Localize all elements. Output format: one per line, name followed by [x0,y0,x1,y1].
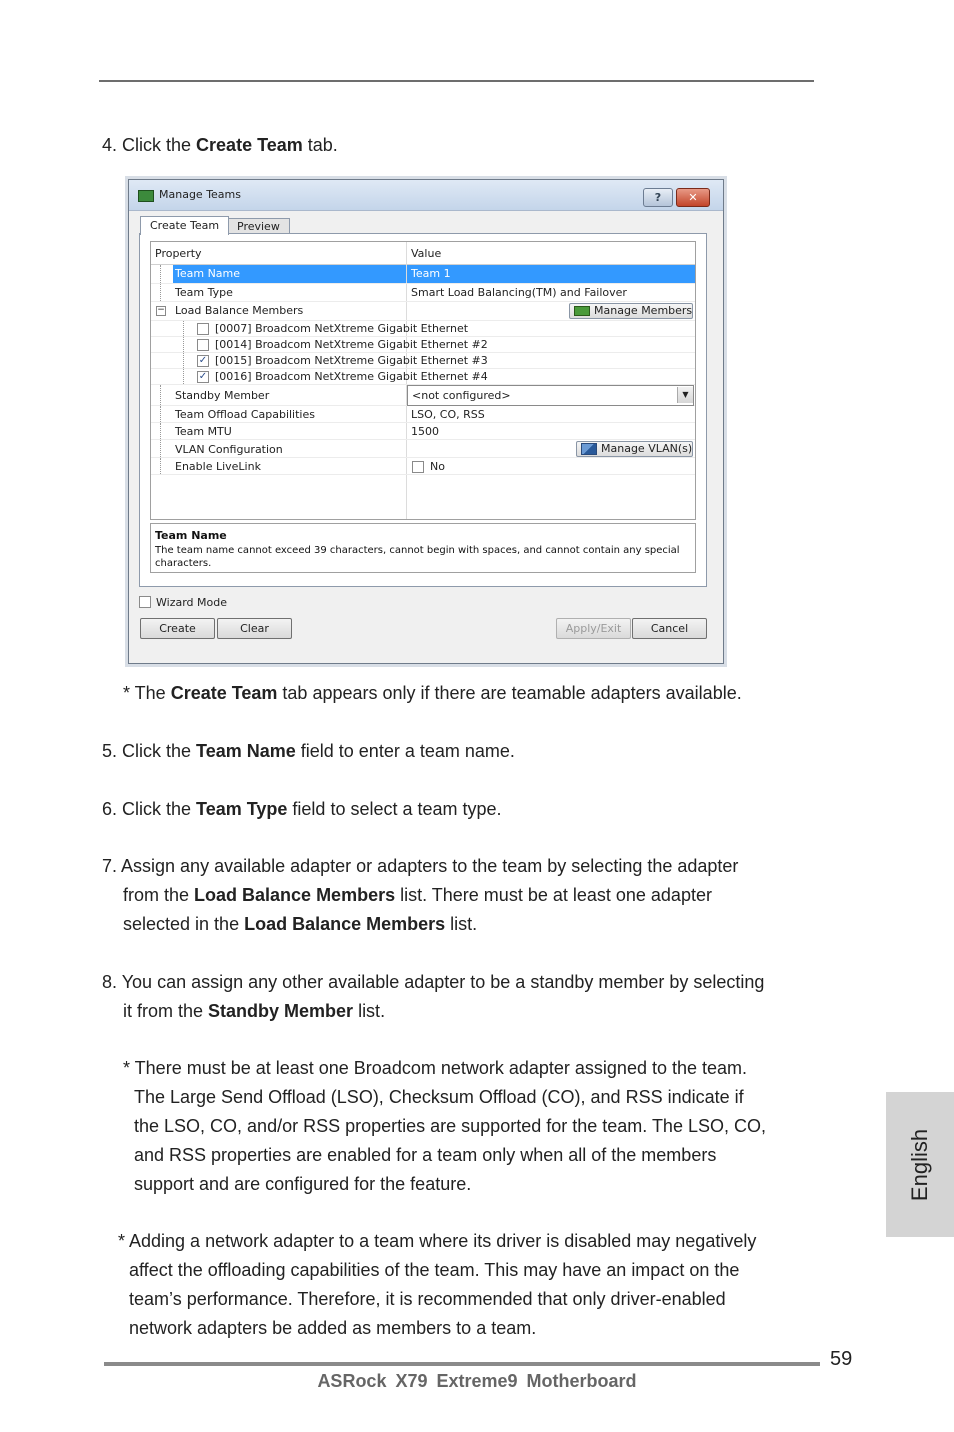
team-name-label: Team Name [175,267,241,280]
standby-member-value: <not configured> [412,389,511,402]
step-7-line-1: 7. Assign any available adapter or adapters to the team by selecting the adapter [102,856,739,876]
clear-button[interactable]: Clear [217,618,292,639]
help-button[interactable]: ? [643,188,673,207]
member-label: [0015] Broadcom NetXtreme Gigabit Ethernet #3 [215,354,488,367]
row-enable-livelink[interactable] [151,458,695,475]
member-label: [0014] Broadcom NetXtreme Gigabit Ethernet #2 [215,338,488,351]
note-2-line: support and are configured for the feature. [134,1174,472,1194]
note-3-line: network adapters be added as members to a team. [129,1318,537,1338]
footer-title: ASRock X79 Extreme9 Motherboard [317,1371,637,1391]
step-6: 6. Click the Team Type field to select a team type. [102,799,502,819]
bottom-rule [104,1362,820,1366]
offload-label: Team Offload Capabilities [175,408,315,421]
top-rule [99,80,814,82]
member-checkbox[interactable]: ✓ [198,371,208,382]
network-team-icon [138,190,154,202]
manage-members-icon [574,306,590,316]
member-row[interactable] [151,337,695,353]
collapse-icon[interactable]: − [157,305,165,315]
wizard-mode-checkbox[interactable] [139,596,151,608]
note-2-line: * There must be at least one Broadcom network adapter assigned to the team. [123,1058,748,1078]
close-button[interactable]: ✕ [676,188,710,207]
row-team-type[interactable] [151,284,695,302]
livelink-value: No [430,460,445,473]
note-3-line: * Adding a network adapter to a team where its driver is disabled may negatively [118,1231,757,1251]
apply-exit-button[interactable]: Apply/Exit [556,618,631,639]
vlan-icon [581,443,597,455]
row-team-offload [151,406,695,423]
note-3-line: affect the offloading capabilities of the team. This may have an impact on the [129,1260,740,1280]
member-row[interactable] [151,353,695,369]
property-grid [150,241,696,520]
load-balance-members-label: Load Balance Members [175,304,304,317]
tab-create-team[interactable]: Create Team [140,216,229,235]
note-2-line: The Large Send Offload (LSO), Checksum Offload (CO), and RSS indicate if [134,1087,744,1107]
cancel-button[interactable]: Cancel [632,618,707,639]
step-8-line-1: 8. You can assign any other available adapter to be a standby member by selecting [102,972,765,992]
member-checkbox[interactable] [197,323,209,335]
manage-members-button[interactable]: Manage Members [569,303,693,319]
team-name-value[interactable]: Team 1 [411,267,451,280]
member-row[interactable] [151,321,695,337]
offload-value: LSO, CO, RSS [411,408,485,421]
description-text: The team name cannot exceed 39 characters, cannot begin with spaces, and cannot contain any special characters. [155,545,680,569]
dialog-title: Manage Teams [159,188,241,201]
create-team-panel [139,233,707,587]
member-checkbox[interactable]: ✓ [198,355,208,366]
row-team-mtu[interactable] [151,423,695,440]
member-checkbox[interactable] [197,339,209,351]
dialog-titlebar [129,180,723,211]
step-4: 4. Click the Create Team tab. [102,135,338,155]
member-row[interactable] [151,369,695,385]
row-vlan-configuration [151,440,695,458]
manage-vlans-button[interactable]: Manage VLAN(s) [576,441,693,457]
member-label: [0016] Broadcom NetXtreme Gigabit Ethernet #4 [215,370,488,383]
step-7-line-2: from the Load Balance Members list. There must be at least one adapter [123,885,712,905]
vlan-label: VLAN Configuration [175,443,283,456]
chevron-down-icon[interactable]: ▼ [677,387,693,403]
tab-preview[interactable]: Preview [227,218,290,234]
step-5: 5. Click the Team Name field to enter a team name. [102,741,515,761]
mtu-label: Team MTU [175,425,232,438]
description-title: Team Name [155,529,227,542]
row-team-name[interactable] [151,265,695,284]
note-2-line: and RSS properties are enabled for a team only when all of the members [134,1145,717,1165]
livelink-checkbox[interactable] [412,461,424,473]
grid-header [151,242,695,265]
member-label: [0007] Broadcom NetXtreme Gigabit Ethernet [215,322,469,335]
team-type-label: Team Type [175,286,233,299]
wizard-mode[interactable] [139,594,227,609]
standby-member-select[interactable] [407,385,694,406]
standby-member-label: Standby Member [175,389,270,402]
description-box [150,523,696,573]
step-7-line-3: selected in the Load Balance Members list. [123,914,478,934]
wizard-mode-label: Wizard Mode [156,596,227,609]
language-tab [886,1092,954,1237]
manage-teams-dialog [128,179,724,664]
note-create-team: * The Create Team tab appears only if there are teamable adapters available. [123,683,742,703]
note-3-line: team’s performance. Therefore, it is recommended that only driver-enabled [129,1289,726,1309]
note-2-line: the LSO, CO, and/or RSS properties are supported for the team. The LSO, CO, [134,1116,766,1136]
step-8-line-2: it from the Standby Member list. [123,1001,386,1021]
team-type-value[interactable]: Smart Load Balancing(TM) and Failover [411,286,627,299]
row-standby-member[interactable] [151,385,695,406]
language-tab-label: English [907,1128,932,1201]
page-number: 59 [830,1348,853,1370]
value-column-header: Value [411,247,442,260]
property-column-header: Property [155,247,202,260]
mtu-value[interactable]: 1500 [411,425,439,438]
row-load-balance-members [151,302,695,321]
livelink-label: Enable LiveLink [175,460,261,473]
create-button[interactable]: Create [140,618,215,639]
